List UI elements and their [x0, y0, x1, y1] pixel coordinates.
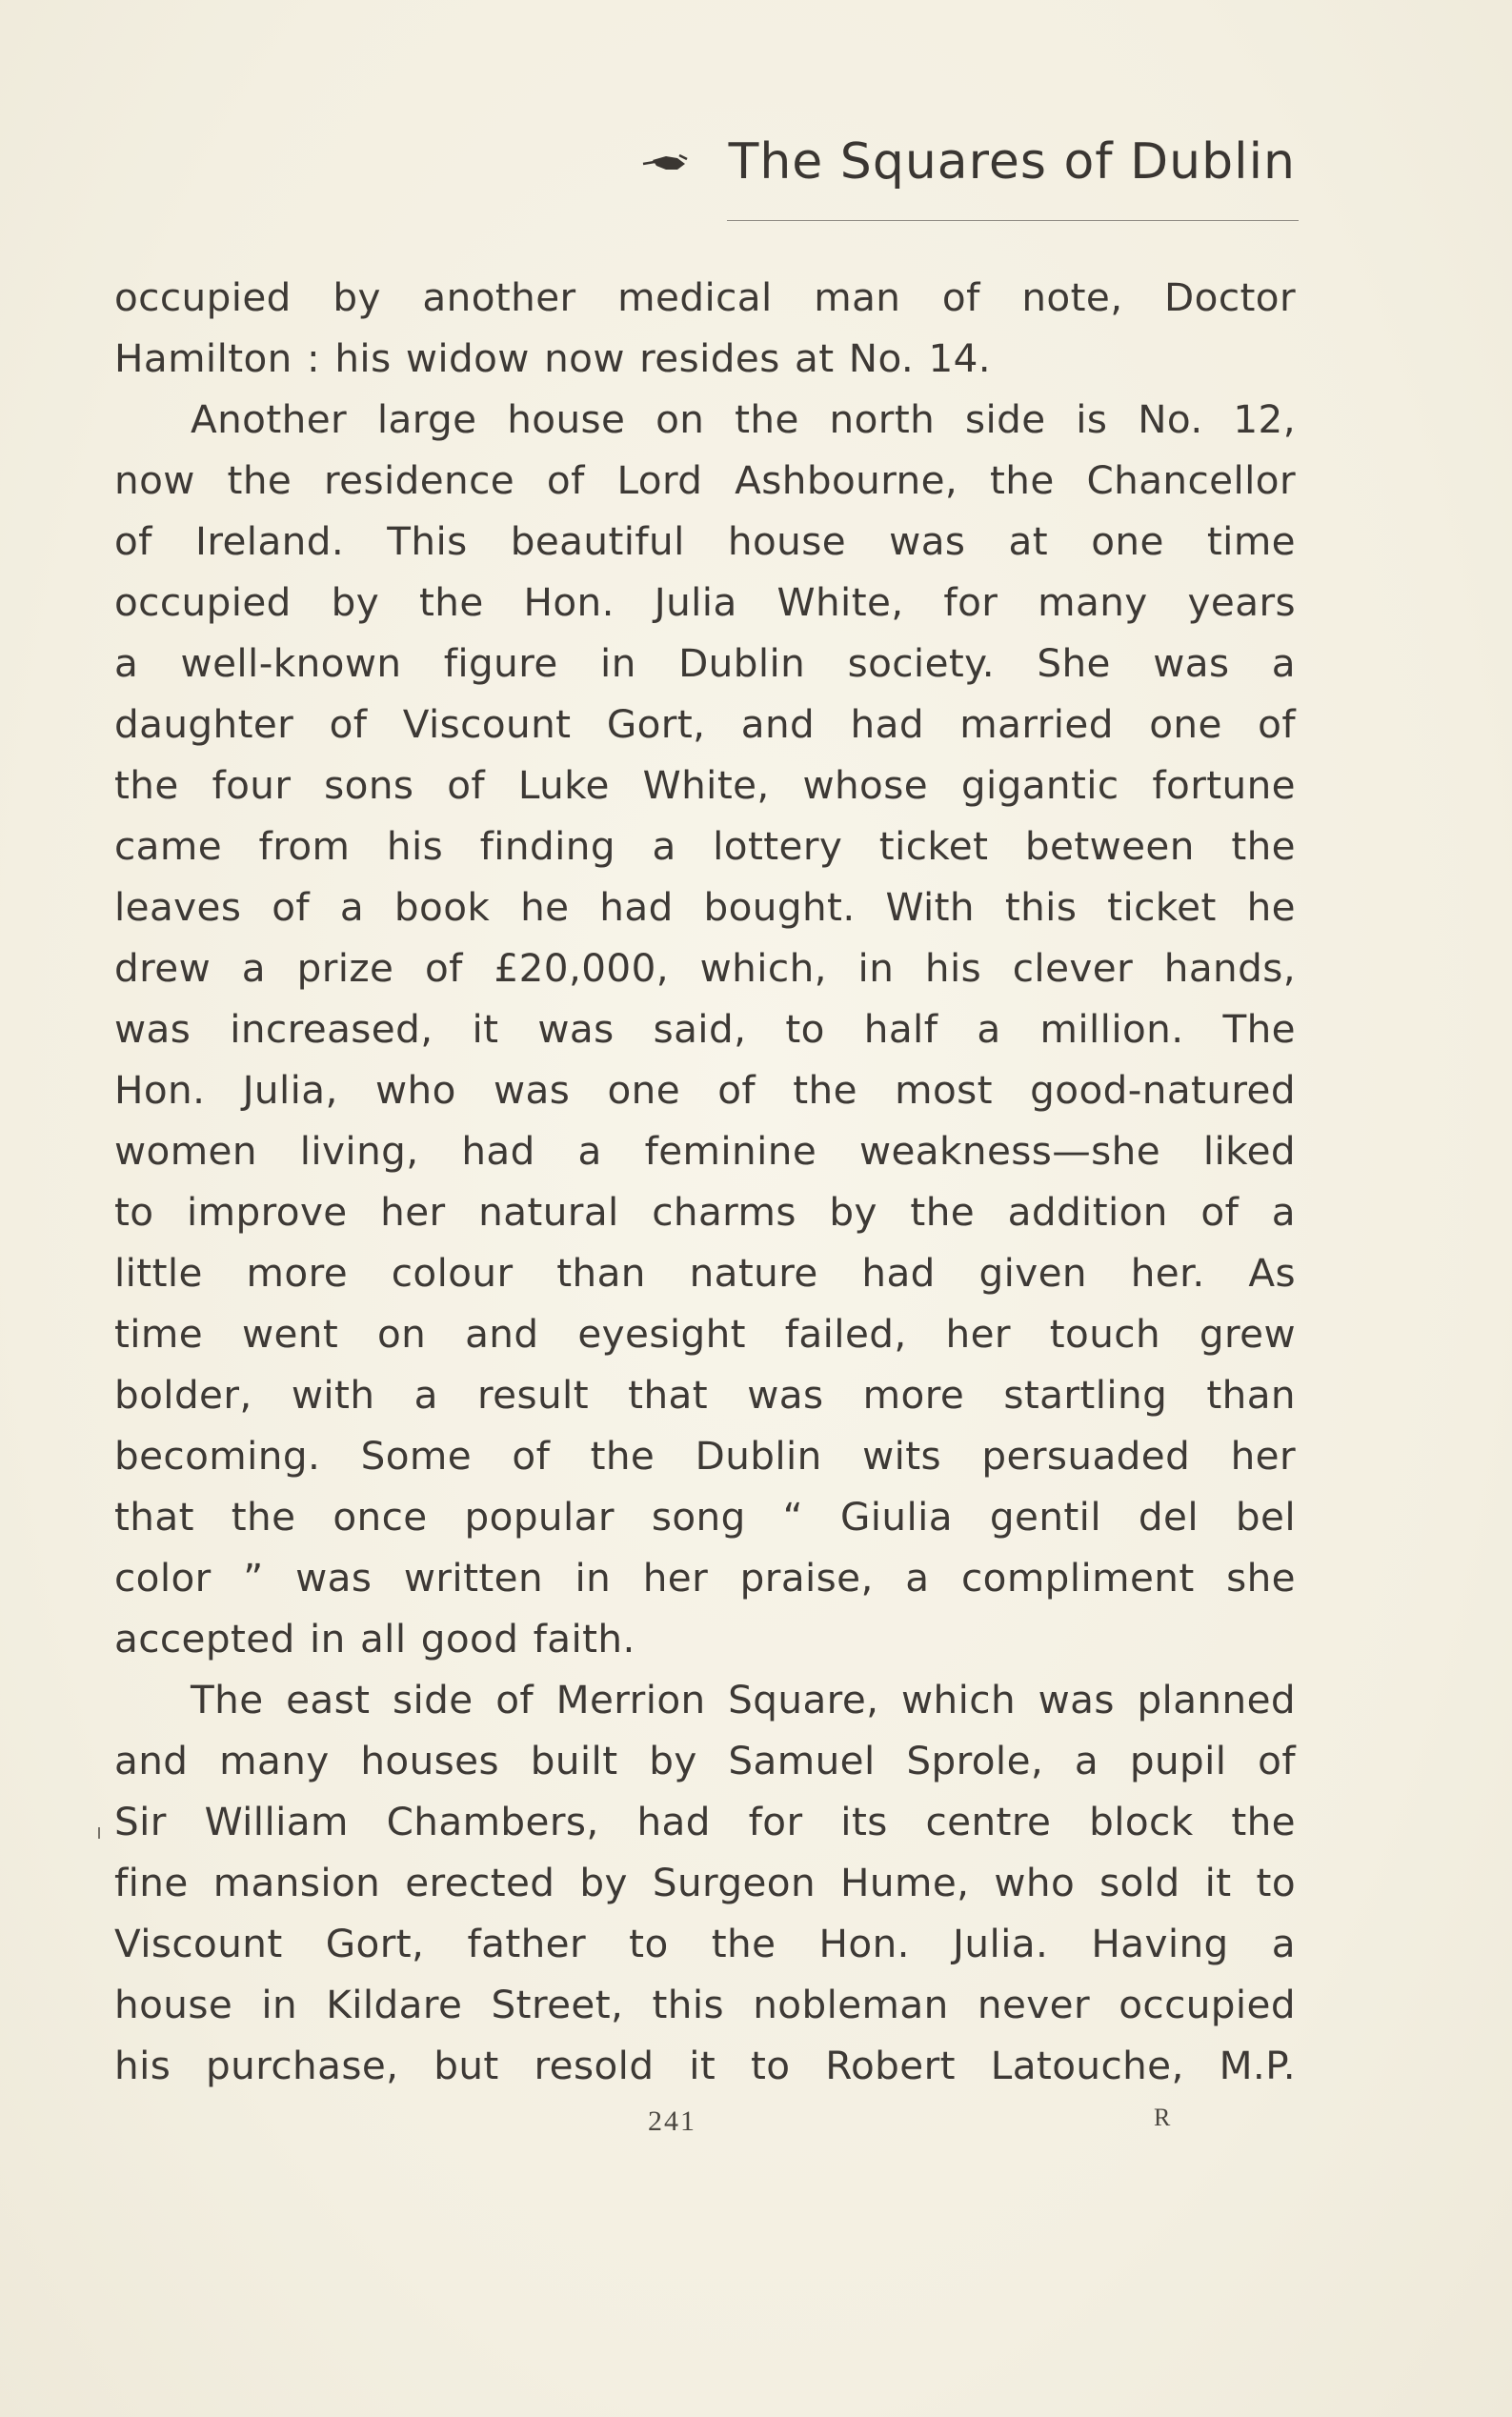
pointing-hand-ornament-icon	[641, 151, 691, 173]
text-line: Another large house on the north side is No. 12,	[191, 396, 1296, 442]
signature-mark: R	[1154, 2104, 1171, 2131]
text-line: came from his finding a lottery ticket between the	[114, 823, 1296, 869]
text-line: accepted in all good faith.	[114, 1616, 635, 1662]
text-line: was increased, it was said, to half a million. The	[114, 1006, 1296, 1052]
text-line: leaves of a book he had bought. With this ticket he	[114, 884, 1296, 930]
text-line: Viscount Gort, father to the Hon. Julia. Having a	[114, 1921, 1296, 1966]
text-line: the four sons of Luke White, whose gigantic fortune	[114, 762, 1296, 808]
text-line: color ” was written in her praise, a compliment she	[114, 1555, 1296, 1601]
folio	[648, 2105, 1277, 2163]
text-line: becoming. Some of the Dublin wits persuaded her	[114, 1433, 1296, 1479]
running-head	[610, 133, 1296, 210]
running-head-title: The Squares of Dublin	[728, 133, 1296, 191]
text-line: a well-known figure in Dublin society. She was a	[114, 640, 1296, 686]
text-line: his purchase, but resold it to Robert Latouche, M.P.	[114, 2043, 1296, 2088]
margin-mark	[98, 1827, 100, 1839]
text-line: The east side of Merrion Square, which was planned	[191, 1677, 1296, 1722]
text-line: little more colour than nature had given her. As	[114, 1250, 1296, 1296]
text-line: occupied by the Hon. Julia White, for many years	[114, 579, 1296, 625]
running-head-rule	[727, 220, 1299, 221]
text-line: to improve her natural charms by the addition of a	[114, 1189, 1296, 1235]
text-line: and many houses built by Samuel Sprole, a pupil of	[114, 1738, 1296, 1783]
text-line: fine mansion erected by Surgeon Hume, who sold it to	[114, 1860, 1296, 1905]
text-line: time went on and eyesight failed, her touch grew	[114, 1311, 1296, 1357]
text-line: now the residence of Lord Ashbourne, the Chancellor	[114, 457, 1296, 503]
text-line: Sir William Chambers, had for its centre block the	[114, 1799, 1296, 1844]
text-line: drew a prize of £20,000, which, in his clever hands,	[114, 945, 1296, 991]
text-line: women living, had a feminine weakness—she liked	[114, 1128, 1296, 1174]
text-line: Hamilton : his widow now resides at No. 14.	[114, 335, 992, 381]
text-line: of Ireland. This beautiful house was at one time	[114, 518, 1296, 564]
body-text	[114, 267, 1296, 2096]
text-line: daughter of Viscount Gort, and had married one of	[114, 701, 1296, 747]
text-line: occupied by another medical man of note, Doctor	[114, 274, 1296, 320]
text-line: Hon. Julia, who was one of the most good-natured	[114, 1067, 1296, 1113]
page-number: 241	[648, 2105, 696, 2137]
text-line: bolder, with a result that was more startling than	[114, 1372, 1296, 1418]
text-line: house in Kildare Street, this nobleman never occupied	[114, 1982, 1296, 2027]
text-line: that the once popular song “ Giulia gentil del bel	[114, 1494, 1296, 1540]
